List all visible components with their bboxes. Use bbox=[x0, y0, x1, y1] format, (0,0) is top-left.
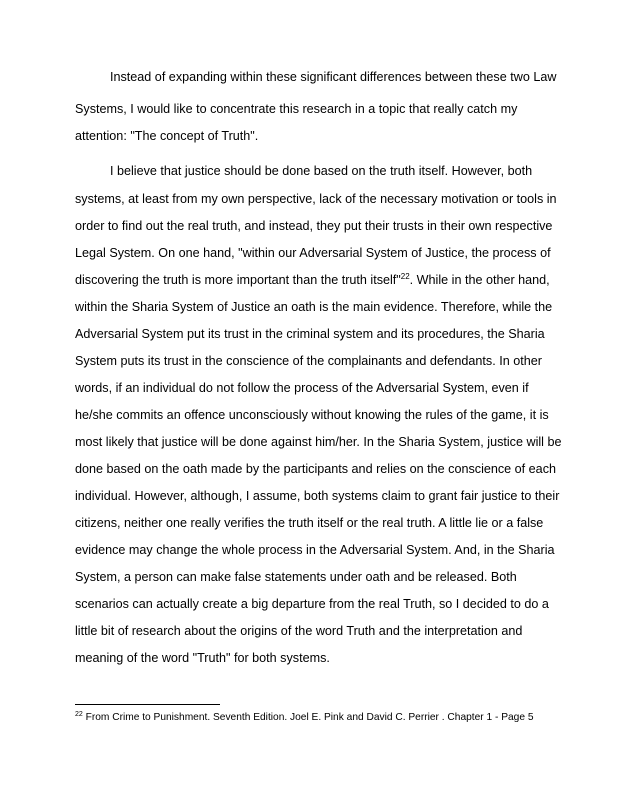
paragraph-line: most likely that justice will be done against him/her. In the Sharia System, justice will be bbox=[75, 435, 562, 449]
paragraph-line: evidence may change the whole process in the Adversarial System. And, in the Sharia bbox=[75, 543, 555, 557]
paragraph-line: individual. However, although, I assume, both systems claim to grant fair justice to their bbox=[75, 489, 560, 503]
paragraph-line: Instead of expanding within these significant differences between these two Law bbox=[110, 70, 557, 84]
paragraph-line: within the Sharia System of Justice an oath is the main evidence. Therefore, while the bbox=[75, 300, 553, 314]
paragraph-line: order to find out the real truth, and instead, they put their trusts in their own respective bbox=[75, 219, 553, 233]
paragraph-line: System puts its trust in the conscience of the complainants and defendants. In other bbox=[75, 354, 542, 368]
paragraph-line-text: discovering the truth is more important than the truth itself" bbox=[75, 273, 401, 287]
footnote-text: From Crime to Punishment. Seventh Edition. Joel E. Pink and David C. Perrier . Chapter 1 - Page 5 bbox=[82, 712, 534, 723]
paragraph-line-with-footnote bbox=[75, 272, 550, 288]
paragraph-line: he/she commits an offence unconsciously without knowing the rules of the game, it is bbox=[75, 408, 549, 422]
paragraph-line: System, a person can make false statements under oath and be released. Both bbox=[75, 570, 517, 584]
paragraph-line: Adversarial System put its trust in the criminal system and its procedures, the Sharia bbox=[75, 327, 545, 341]
paragraph-line: Systems, I would like to concentrate this research in a topic that really catch my bbox=[75, 102, 518, 116]
footnote-separator bbox=[75, 704, 220, 705]
paragraph-line: little bit of research about the origins of the word Truth and the interpretation and bbox=[75, 624, 523, 638]
paragraph-line-text-continued: . While in the other hand, bbox=[409, 273, 550, 287]
footnote-number: 22 bbox=[75, 711, 83, 718]
footnote bbox=[75, 711, 534, 725]
paragraph-line: done based on the oath made by the participants and relies on the conscience of each bbox=[75, 462, 556, 476]
paragraph-line: attention: "The concept of Truth". bbox=[75, 129, 259, 143]
paragraph-line: Legal System. On one hand, "within our Adversarial System of Justice, the process of bbox=[75, 246, 551, 260]
paragraph-line: words, if an individual do not follow the process of the Adversarial System, even if bbox=[75, 381, 529, 395]
paragraph-line: scenarios can actually create a big departure from the real Truth, so I decided to do a bbox=[75, 597, 549, 611]
paragraph-line: I believe that justice should be done based on the truth itself. However, both bbox=[110, 164, 533, 178]
paragraph-line: systems, at least from my own perspective, lack of the necessary motivation or tools in bbox=[75, 192, 557, 206]
paragraph-line: citizens, neither one really verifies the truth itself or the real truth. A little lie or a false bbox=[75, 516, 544, 530]
paragraph-line: meaning of the word "Truth" for both systems. bbox=[75, 651, 330, 665]
footnote-reference[interactable]: 22 bbox=[400, 272, 410, 281]
